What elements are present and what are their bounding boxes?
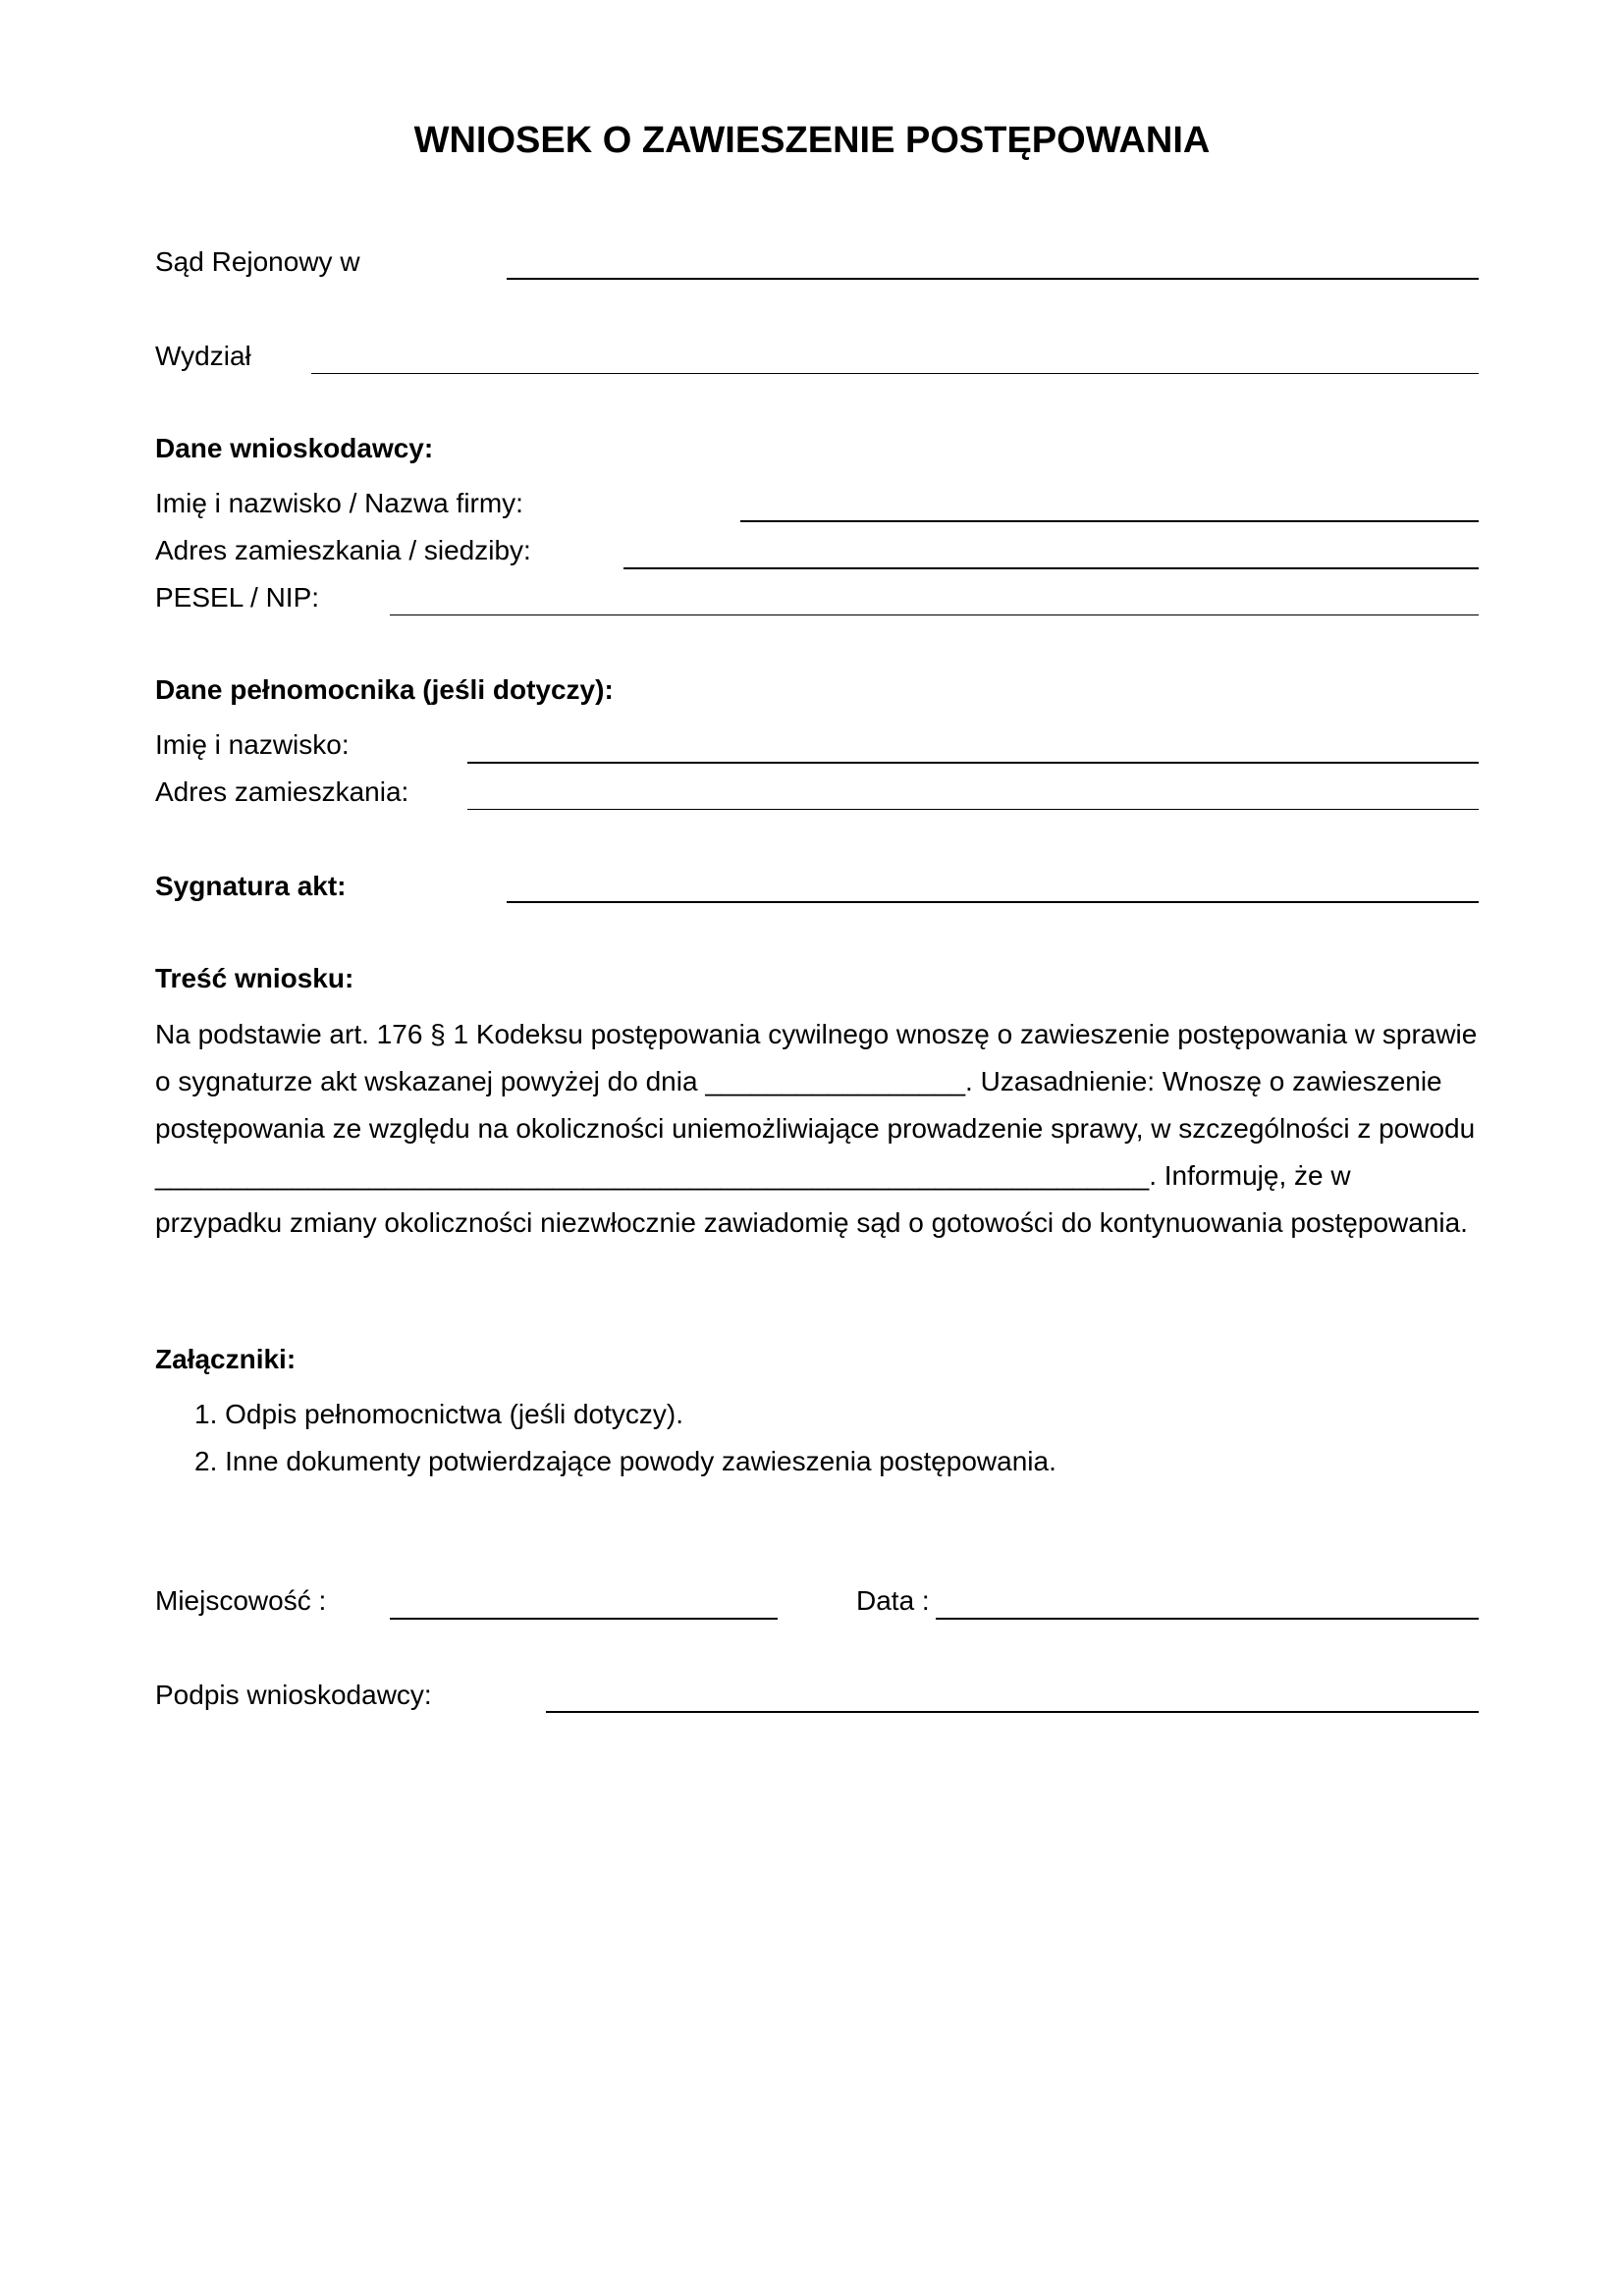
place-field[interactable]: [390, 1618, 778, 1620]
case-signature-field[interactable]: [507, 901, 1479, 903]
court-label: Sąd Rejonowy w: [155, 246, 360, 277]
applicant-id-field[interactable]: [390, 614, 1479, 615]
attachment-item: 2. Inne dokumenty potwierdzające powody zawieszenia postępowania.: [194, 1446, 1056, 1476]
applicant-name-label: Imię i nazwisko / Nazwa firmy:: [155, 488, 523, 518]
applicant-address-label: Adres zamieszkania / siedziby:: [155, 535, 531, 565]
attorney-heading: Dane pełnomocnika (jeśli dotyczy):: [155, 674, 614, 705]
attorney-name-label: Imię i nazwisko:: [155, 729, 350, 760]
request-heading: Treść wniosku:: [155, 963, 354, 993]
signature-field[interactable]: [546, 1711, 1479, 1713]
attorney-name-field[interactable]: [467, 762, 1479, 764]
attachment-item: 1. Odpis pełnomocnictwa (jeśli dotyczy).: [194, 1399, 683, 1429]
applicant-id-label: PESEL / NIP:: [155, 582, 320, 613]
date-label: Data :: [856, 1585, 930, 1616]
case-signature-label: Sygnatura akt:: [155, 871, 347, 901]
request-line: przypadku zmiany okoliczności niezwłocznie zawiadomię sąd o gotowości do kontynuowania postępowania.: [155, 1207, 1468, 1238]
applicant-address-field[interactable]: [623, 567, 1479, 569]
request-line: o sygnaturze akt wskazanej powyżej do dnia _________________. Uzasadnienie: Wnoszę o zawieszenie: [155, 1066, 1442, 1096]
attorney-address-field[interactable]: [467, 809, 1479, 810]
attorney-address-label: Adres zamieszkania:: [155, 776, 409, 807]
place-label: Miejscowość :: [155, 1585, 327, 1616]
division-label: Wydział: [155, 341, 251, 371]
document-title: WNIOSEK O ZAWIESZENIE POSTĘPOWANIA: [413, 120, 1211, 161]
request-line: Na podstawie art. 176 § 1 Kodeksu postępowania cywilnego wnoszę o zawieszenie postępowania w sprawie: [155, 1019, 1478, 1049]
attachments-heading: Załączniki:: [155, 1344, 297, 1374]
request-body: [155, 1011, 1490, 1247]
applicant-heading: Dane wnioskodawcy:: [155, 433, 434, 463]
applicant-name-field[interactable]: [740, 520, 1479, 522]
court-field[interactable]: [507, 278, 1479, 280]
request-line: postępowania ze względu na okoliczności uniemożliwiające prowadzenie sprawy, w szczególności z powodu: [155, 1113, 1476, 1144]
division-field[interactable]: [311, 373, 1479, 374]
date-field[interactable]: [936, 1618, 1479, 1620]
signature-label: Podpis wnioskodawcy:: [155, 1680, 432, 1710]
request-line: _________________________________________________________________. Informuję, że w: [155, 1160, 1351, 1191]
